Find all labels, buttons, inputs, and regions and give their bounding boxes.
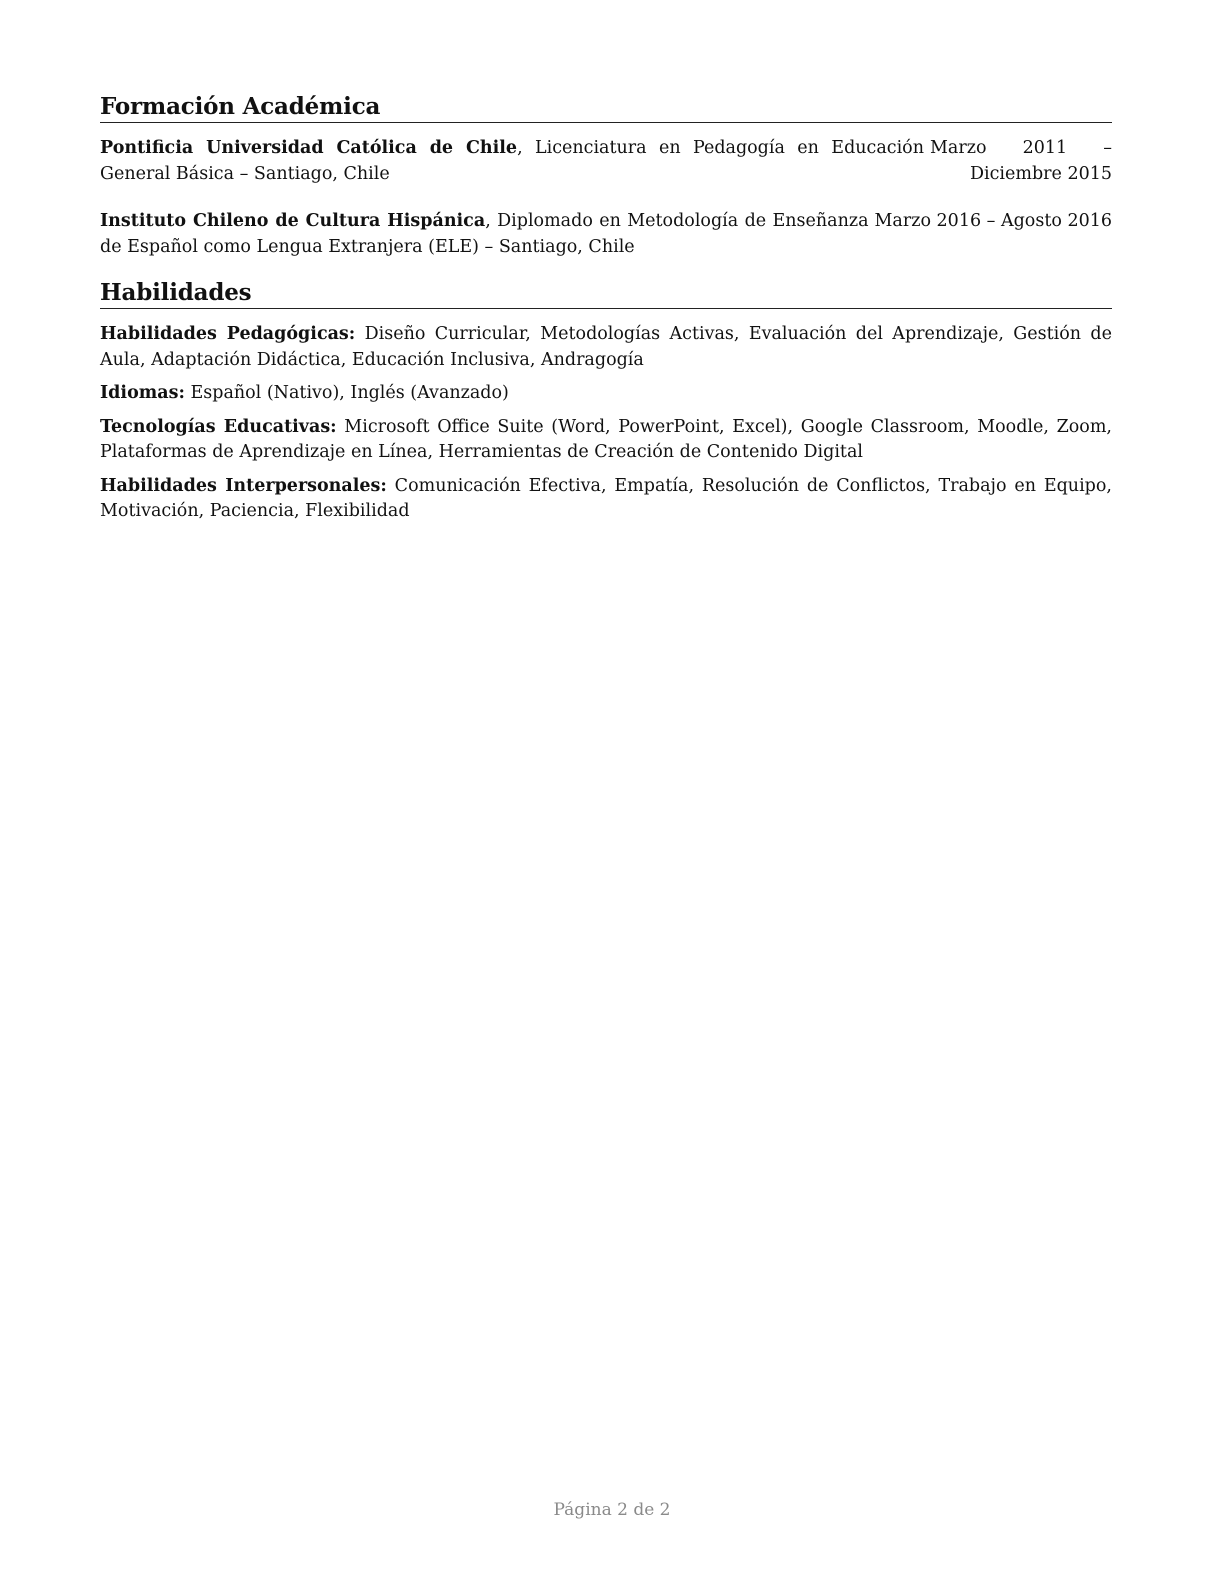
skills-heading: Habilidades — [100, 278, 1112, 309]
skill-label: Habilidades Pedagógicas: — [100, 324, 356, 344]
skill-label: Tecnologías Educativas: — [100, 416, 337, 437]
skill-value: Microsoft Office Suite (Word, PowerPoint, Excel), Google Classroom, Moodle, Zoom, Plataformas de Aprendizaje en Línea, Herramientas de Creación de Contenido Digital — [100, 416, 1112, 462]
education-institution: Instituto Chileno de Cultura Hispánica — [100, 211, 486, 231]
education-detail: , Diplomado en Metodología de Enseñanza de Español como Lengua Extranjera (ELE) – Santiago, Chile — [100, 211, 869, 257]
education-entry — [100, 136, 1112, 187]
skill-value: Diseño Curricular, Metodologías Activas, Evaluación del Aprendizaje, Gestión de Aula, Adaptación Didáctica, Educación Inclusiva, Andragogía — [100, 324, 1112, 370]
skill-item — [100, 415, 1112, 466]
education-detail: , Licenciatura en Pedagogía en Educación General Básica – Santiago, Chile — [100, 138, 924, 184]
education-dates: Marzo 2011 – Diciembre 2015 — [930, 138, 1112, 184]
skill-label: Habilidades Interpersonales: — [100, 475, 387, 496]
skill-item — [100, 381, 1112, 407]
skills-list — [100, 322, 1112, 525]
education-heading: Formación Académica — [100, 92, 1112, 123]
skill-label: Idiomas: — [100, 383, 185, 403]
education-entry — [100, 209, 1112, 260]
education-dates: Marzo 2016 – Agosto 2016 — [874, 211, 1112, 231]
skill-item — [100, 474, 1112, 525]
skill-value: Comunicación Efectiva, Empatía, Resolución de Conflictos, Trabajo en Equipo, Motivación, Paciencia, Flexibilidad — [100, 475, 1112, 521]
skill-value: Español (Nativo), Inglés (Avanzado) — [184, 383, 509, 403]
page-number-footer: Página 2 de 2 — [553, 1500, 671, 1520]
skill-item — [100, 322, 1112, 373]
education-entry-main — [100, 209, 875, 260]
resume-page — [100, 92, 1112, 525]
education-entry-main — [100, 136, 930, 187]
education-institution: Pontificia Universidad Católica de Chile — [100, 138, 518, 158]
